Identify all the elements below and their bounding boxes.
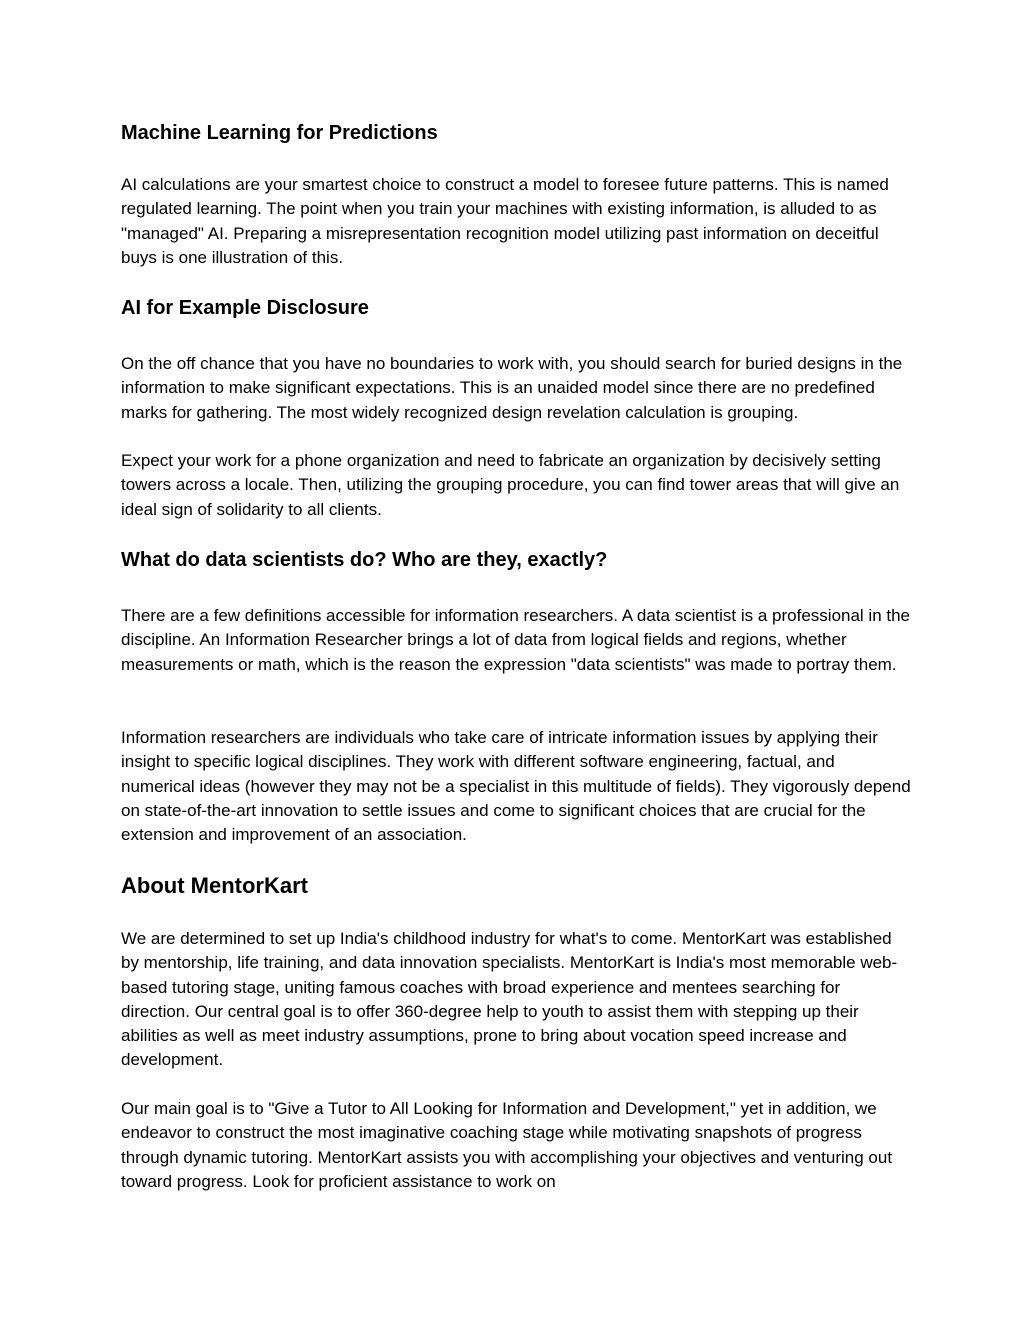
paragraph-data-scientists-2: Information researchers are individuals who take care of intricate information issues by applying their insight to specific logical disciplines. They work with different software engineering, factual, and numerical ideas (however they may not be a specialist in this multitude of fields). They vigorously depend on state-of-the-art innovation to settle issues and come to significant choices that are crucial for the extension and improvement of an association. xyxy=(121,728,911,845)
section-heading-ai-disclosure: AI for Example Disclosure xyxy=(121,297,369,319)
section-heading-ml-predictions: Machine Learning for Predictions xyxy=(121,122,438,144)
paragraph-about-mentorkart-2: Our main goal is to "Give a Tutor to All Looking for Information and Development," yet in addition, we endeavor to construct the most imaginative coaching stage while motivating snapshots of progress through dynamic tutoring. MentorKart assists you with accomplishing your objectives and venturing out toward progress. Look for proficient assistance to work on xyxy=(121,1099,893,1191)
paragraph-data-scientists-1: There are a few definitions accessible for information researchers. A data scientist is a professional in the discipline. An Information Researcher brings a lot of data from logical fields and regions, whether measurements or math, which is the reason the expression "data scientists" was made to portray them. xyxy=(121,606,911,674)
paragraph-ml-predictions: AI calculations are your smartest choice to construct a model to foresee future patterns. This is named regulated learning. The point when you train your machines with existing information, is alluded to as "managed" AI. Preparing a misrepresentation recognition model utilizing past information on deceitful buys is one illustration of this. xyxy=(121,175,889,267)
paragraph-about-mentorkart-1: We are determined to set up India's childhood industry for what's to come. MentorKart was established by mentorship, life training, and data innovation specialists. MentorKart is India's most memorable web-based tutoring stage, uniting famous coaches with broad experience and mentees searching for direction. Our central goal is to offer 360-degree help to youth to assist them with stepping up their abilities as well as meet industry assumptions, prone to bring about vocation speed increase and development. xyxy=(121,929,898,1070)
section-heading-data-scientists: What do data scientists do? Who are they, exactly? xyxy=(121,549,608,571)
paragraph-ai-disclosure-2: Expect your work for a phone organization and need to fabricate an organization by decisively setting towers across a locale. Then, utilizing the grouping procedure, you can find tower areas that will give an ideal sign of solidarity to all clients. xyxy=(121,451,900,519)
section-heading-about-mentorkart: About MentorKart xyxy=(121,873,308,898)
paragraph-ai-disclosure-1: On the off chance that you have no boundaries to work with, you should search for buried designs in the information to make significant expectations. This is an unaided model since there are no predefined marks for gathering. The most widely recognized design revelation calculation is grouping. xyxy=(121,354,903,422)
